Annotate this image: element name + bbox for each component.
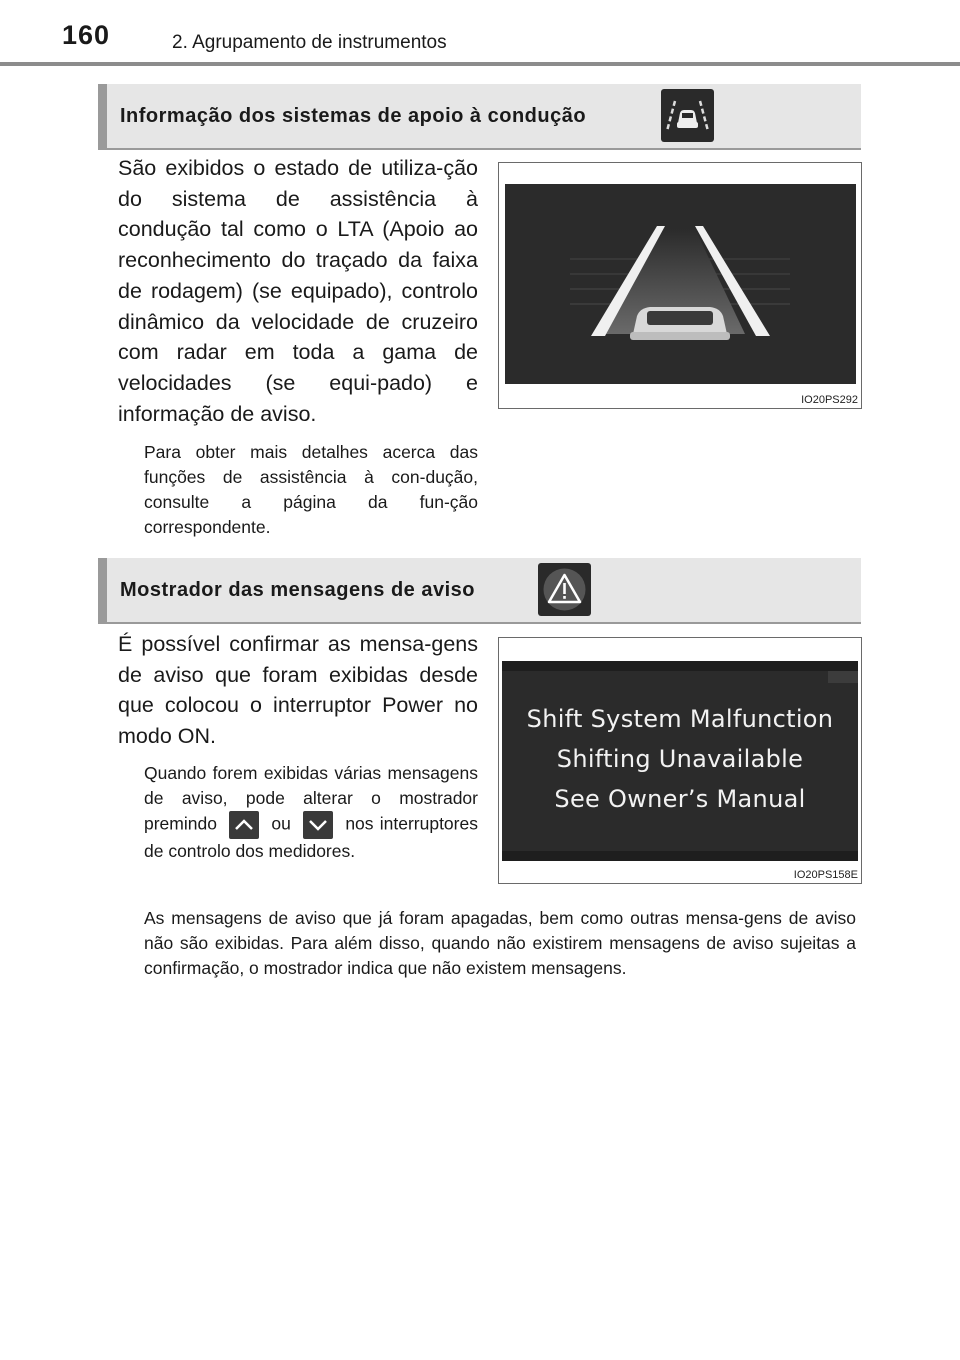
section1-body: São exibidos o estado de utiliza-ção do sistema de assistência à condução tal como o LTA (Apoio ao reconhecimento do traçado da faixa de rodagem) (se equipado), controlo dinâmico da velocidade de cruzeiro com radar em toda a gama de velocidades (se equi-pado) e informação de aviso. xyxy=(118,156,478,426)
page-number: 160 xyxy=(62,20,111,50)
section2-note xyxy=(144,761,478,864)
note-text-part1: Quando forem exibidas várias mensagens de aviso, pode alterar o mostrador premindo xyxy=(144,763,478,834)
figure-driving-assist-display xyxy=(498,162,862,409)
chapter-title: 2. Agrupamento de instrumentos xyxy=(172,32,447,53)
chevron-down-icon xyxy=(303,811,333,839)
section1-note: Para obter mais detalhes acerca das funções de assistência à con-dução, consulte a página da fun-ção correspondente. xyxy=(144,442,478,537)
chevron-up-icon xyxy=(229,811,259,839)
warning-triangle-icon xyxy=(538,563,591,616)
section-accent xyxy=(98,84,107,148)
message-line-3: See Owner’s Manual xyxy=(554,785,806,813)
section-title: Mostrador das mensagens de aviso xyxy=(120,579,476,601)
driving-assist-screen xyxy=(505,184,856,384)
section2-wide-note: As mensagens de aviso que já foram apagadas, bem como outras mensa-gens de aviso não são exibidas. Para além disso, quando não existirem mensagens de aviso sujeitas a confirmação, o mostrador indica que não existem mensagens. xyxy=(144,908,856,978)
section-heading-driving-assist xyxy=(98,84,861,150)
message-line-2: Shifting Unavailable xyxy=(556,745,804,773)
note-or: ou xyxy=(271,813,291,834)
header-rule xyxy=(0,62,960,66)
warning-message-screen xyxy=(502,661,858,861)
section-heading-warning-messages xyxy=(98,558,861,624)
note-text-part2: nos interruptores de controlo dos medidores. xyxy=(144,813,478,861)
figure-warning-message-display xyxy=(498,637,862,884)
section2-body: É possível confirmar as mensa-gens de aviso que foram exibidas desde que colocou o interruptor Power no modo ON. xyxy=(118,632,478,749)
figure-code: IO20PS292 xyxy=(801,394,858,406)
driving-assist-lanes-icon xyxy=(661,89,714,142)
section-accent xyxy=(98,558,107,622)
section-title: Informação dos sistemas de apoio à condução xyxy=(120,105,587,127)
message-line-1: Shift System Malfunction xyxy=(526,705,834,733)
figure-code: IO20PS158E xyxy=(793,869,858,881)
